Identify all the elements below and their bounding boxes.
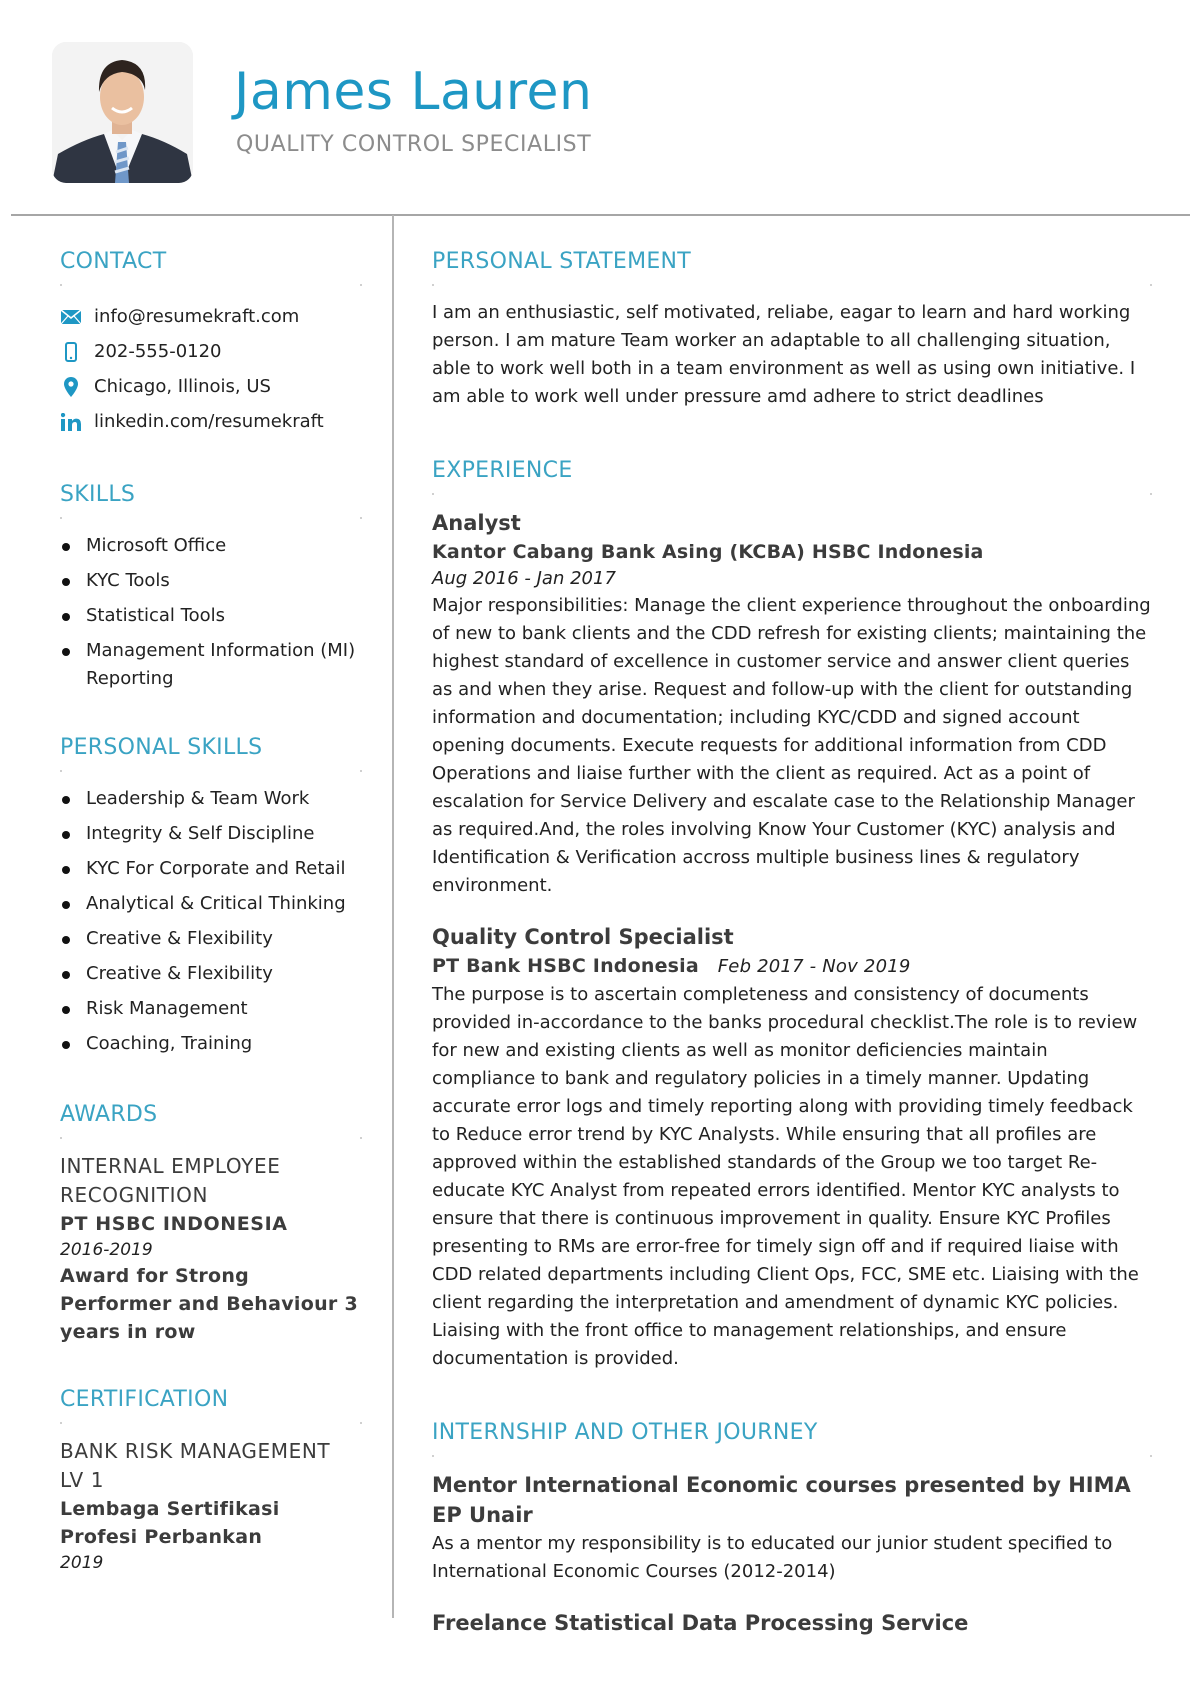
job-date: Aug 2016 - Jan 2017 <box>432 568 616 589</box>
internship-title: Freelance Statistical Data Processing Service <box>432 1611 969 1635</box>
personal-skill-item: Creative & Flexibility <box>60 960 360 988</box>
contact-section <box>60 248 360 439</box>
contact-location <box>60 369 360 404</box>
awards-section <box>60 1101 360 1346</box>
envelope-icon <box>60 306 82 328</box>
experience-section <box>432 457 1152 1373</box>
column-divider <box>392 215 394 1618</box>
contact-location-text: Chicago, Illinois, US <box>94 376 271 397</box>
personal-skills-list <box>60 785 360 1058</box>
section-rule <box>432 1455 1152 1456</box>
contact-linkedin-text: linkedin.com/resumekraft <box>94 411 324 432</box>
award-date: 2016-2019 <box>60 1240 153 1260</box>
skill-item: Statistical Tools <box>60 602 360 630</box>
contact-email[interactable] <box>60 299 360 334</box>
header-divider <box>11 214 1190 216</box>
contact-phone-text: 202-555-0120 <box>94 341 222 362</box>
left-column <box>60 248 360 1575</box>
job-role: Quality Control Specialist <box>432 925 734 949</box>
section-rule <box>60 517 360 518</box>
section-heading: PERSONAL STATEMENT <box>432 249 692 274</box>
job-company-line <box>432 952 1152 981</box>
contact-phone[interactable] <box>60 334 360 369</box>
section-rule <box>60 284 360 285</box>
job-entry <box>432 508 1152 900</box>
candidate-name: James Lauren <box>234 62 593 122</box>
linkedin-icon <box>60 411 82 433</box>
section-heading: CERTIFICATION <box>60 1387 229 1412</box>
skill-item: Microsoft Office <box>60 532 360 560</box>
skill-item: Management Information (MI) Reporting <box>60 637 360 693</box>
resume-header <box>0 0 1200 215</box>
internship-entry <box>432 1608 1152 1638</box>
section-heading: EXPERIENCE <box>432 458 573 483</box>
section-rule <box>60 1137 360 1138</box>
candidate-title: QUALITY CONTROL SPECIALIST <box>236 132 592 157</box>
job-description: Major responsibilities: Manage the client experience throughout the onboarding of new to bank clients and the CDD refresh for existing clients; maintaining the highest standard of excellence in customer service and answer client queries as and when they arise. Request and follow-up with the client for outstanding information and documentation; including KYC/CDD and signed account opening documents. Execute requests for additional information from CDD Operations and liaise further with the client as required. Act as a point of escalation for Service Delivery and escalate case to the Relationship Manager as required.And, the roles involving Know Your Customer (KYC) analysis and Identification & Verification accross multiple business lines & regulatory environment. <box>432 595 1151 896</box>
certification-section <box>60 1386 360 1575</box>
phone-icon <box>60 341 82 363</box>
internship-title: Mentor International Economic courses presented by HIMA EP Unair <box>432 1473 1131 1527</box>
personal-statement-text: I am an enthusiastic, self motivated, reliabe, eagar to learn and hard working person. I am mature Team worker an adaptable to all challenging situation, able to work well both in a team environment as well as using own initiative. I am able to work well under pressure amd adhere to strict deadlines <box>432 302 1136 407</box>
section-rule <box>60 770 360 771</box>
skills-section <box>60 481 360 693</box>
contact-linkedin[interactable] <box>60 404 360 439</box>
certification-date: 2019 <box>60 1553 104 1573</box>
section-heading: SKILLS <box>60 482 136 507</box>
contact-email-text: info@resumekraft.com <box>94 306 300 327</box>
section-rule <box>432 493 1152 494</box>
right-column <box>432 248 1152 1638</box>
skill-item: KYC Tools <box>60 567 360 595</box>
person-portrait-icon <box>52 42 193 183</box>
job-entry <box>432 922 1152 1373</box>
section-rule <box>432 284 1152 285</box>
job-company: PT Bank HSBC Indonesia <box>432 955 699 977</box>
location-pin-icon <box>60 376 82 398</box>
skills-list <box>60 532 360 693</box>
internship-section <box>432 1419 1152 1638</box>
internship-description: As a mentor my responsibility is to educated our junior student specified to International Economic Courses (2012-2014) <box>432 1533 1113 1582</box>
personal-statement-section <box>432 248 1152 411</box>
award-organization: PT HSBC INDONESIA <box>60 1213 288 1235</box>
section-heading: AWARDS <box>60 1102 158 1127</box>
personal-skill-item: Risk Management <box>60 995 360 1023</box>
personal-skill-item: Analytical & Critical Thinking <box>60 890 360 918</box>
personal-skill-item: KYC For Corporate and Retail <box>60 855 360 883</box>
personal-skill-item: Creative & Flexibility <box>60 925 360 953</box>
award-title: INTERNAL EMPLOYEE RECOGNITION <box>60 1154 281 1207</box>
section-rule <box>60 1422 360 1423</box>
section-heading: PERSONAL SKILLS <box>60 735 263 760</box>
section-heading: CONTACT <box>60 249 167 274</box>
job-description: The purpose is to ascertain completeness and consistency of documents provided in-accordance to the banks procedural checklist.The role is to review for new and existing clients as well as monitor deficiencies maintain compliance to bank and regulatory policies in a timely manner. Updating accurate error logs and timely reporting along with providing timely feedback to Reduce error trend by KYC Analysts. While ensuring that all profiles are approved within the established standards of the Group we too target Re-educate KYC Analyst from repeated errors identified. Mentor KYC analysts to ensure that there is continuous improvement in quality. Ensure KYC Profiles presenting to RMs are error-free for timely sign off and if required liaise with CDD related departments including Client Ops, FCC, SME etc. Liaising with the client regarding the interpretation and amendment of dynamic KYC policies. Liaising with the front office to management relationships, and ensure documentation is provided. <box>432 984 1139 1369</box>
internship-entry <box>432 1470 1152 1586</box>
personal-skill-item: Coaching, Training <box>60 1030 360 1058</box>
personal-skill-item: Leadership & Team Work <box>60 785 360 813</box>
certification-issuer: Lembaga Sertifikasi Profesi Perbankan <box>60 1498 280 1548</box>
job-company: Kantor Cabang Bank Asing (KCBA) HSBC Indonesia <box>432 541 984 563</box>
job-date: Feb 2017 - Nov 2019 <box>717 956 911 977</box>
profile-photo <box>52 42 193 183</box>
certification-title: BANK RISK MANAGEMENT LV 1 <box>60 1439 331 1492</box>
job-role: Analyst <box>432 511 521 535</box>
award-description: Award for Strong Performer and Behaviour 3 years in row <box>60 1265 359 1343</box>
personal-skill-item: Integrity & Self Discipline <box>60 820 360 848</box>
section-heading: INTERNSHIP AND OTHER JOURNEY <box>432 1420 818 1445</box>
personal-skills-section <box>60 734 360 1058</box>
